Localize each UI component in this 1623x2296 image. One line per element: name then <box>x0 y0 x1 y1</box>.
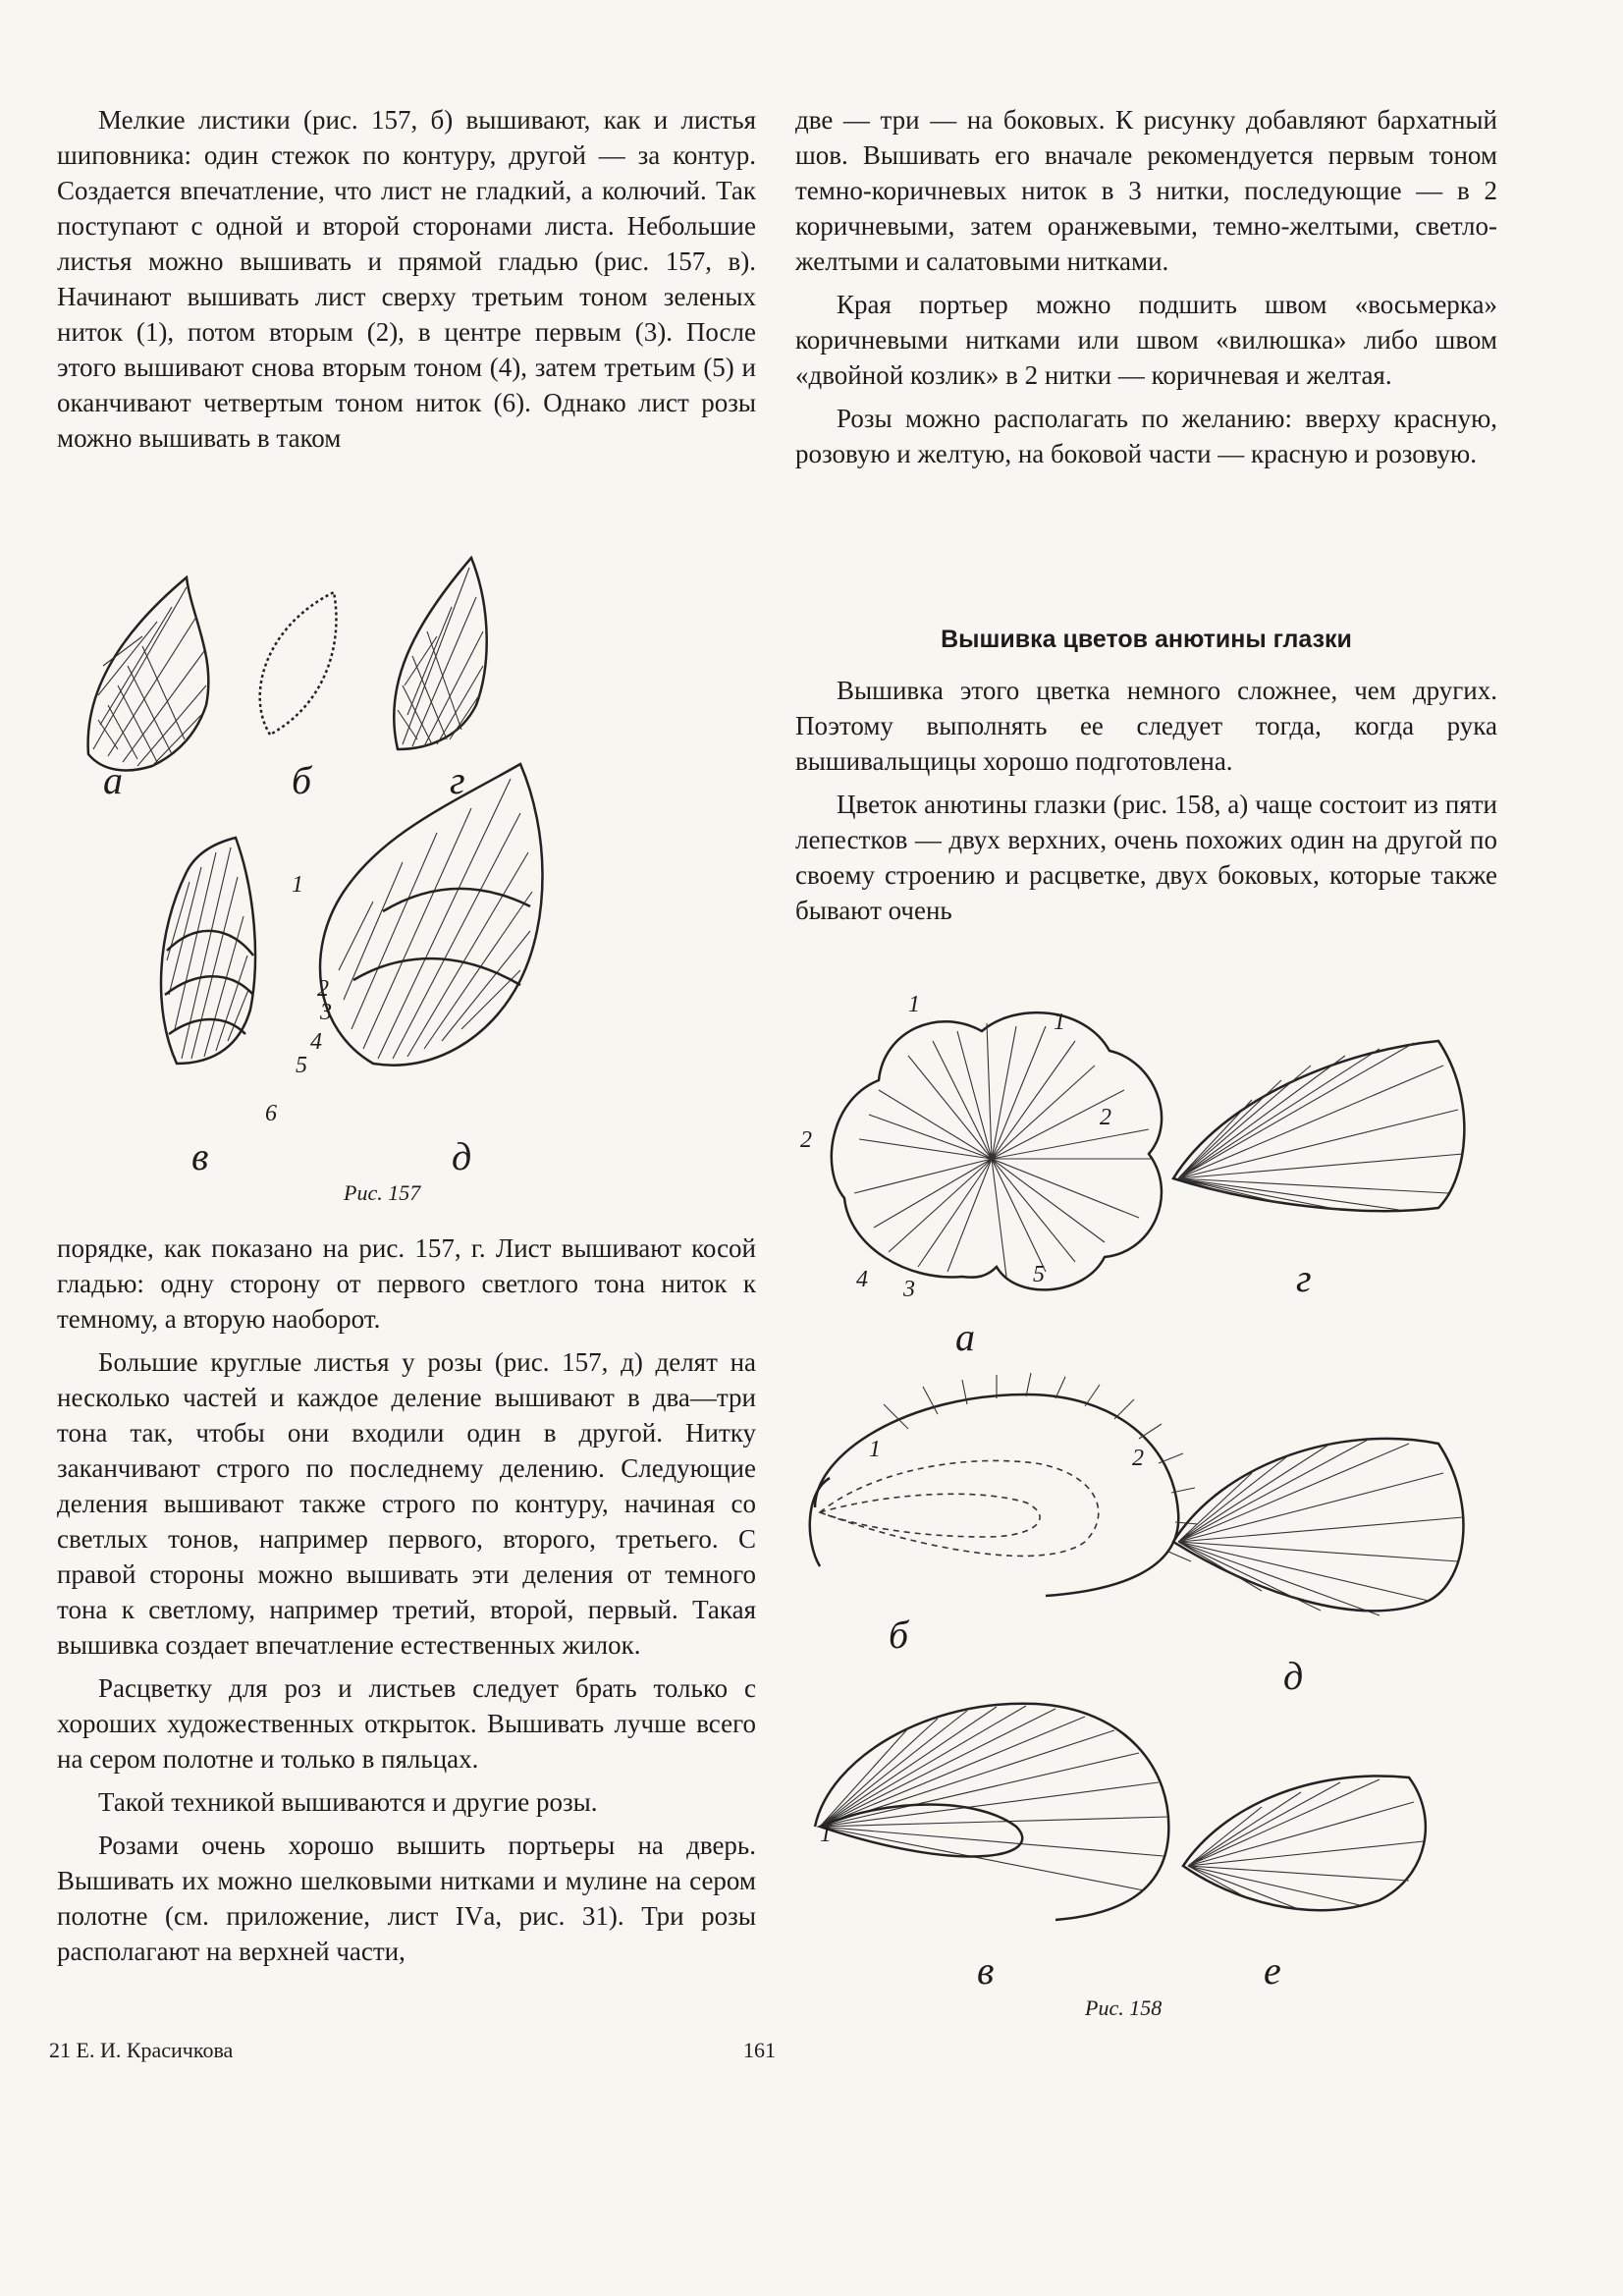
figure-number: 2 <box>800 1127 812 1153</box>
page-number: 161 <box>743 2038 776 2062</box>
figure-158 <box>790 982 1497 1994</box>
paragraph: Такой техникой вышиваются и другие розы. <box>98 1787 598 1817</box>
leaf-a-drawing <box>88 577 209 770</box>
petal-b-drawing <box>810 1373 1198 1596</box>
paragraph: Цветок анютины глазки (рис. 158, а) чаще состоит из пяти лепестков — двух верхних, очень похожих один на другой по своему строению и расцветке, двух боковых, которые также бывают очень <box>795 790 1497 925</box>
figure-number: 5 <box>1033 1262 1045 1287</box>
paragraph: Розами очень хорошо вышить портьеры на дверь. Вышивать их можно шелковыми нитками и мулине на сером полотне (см. приложение, лист IVа, рис. 31). Три розы располагают на верхней части, <box>57 1831 756 1966</box>
figure-label: б <box>889 1613 909 1657</box>
leaf-b-drawing <box>260 592 337 735</box>
paragraph: Мелкие листики (рис. 157, б) вышивают, как и листья шиповника: один стежок по контуру, другой — за контур. Создается впечатление, что лист не гладкий, а колючий. Так поступают с одной и второй сторонами листа. Небольшие листья можно вышивать и прямой гладью (рис. 157, в). Начинают вышивать лист сверху третьим тоном зеленых ниток (1), потом вторым (2), в центре первым (3). После этого вышивают снова вторым тоном (4), затем третьим (5) и оканчивают четвертым тоном ниток (6). Однако лист розы можно вышивать в таком <box>57 105 756 453</box>
paragraph: Розы можно располагать по желанию: вверху красную, розовую и желтую, на боковой части — красную и розовую. <box>795 404 1497 468</box>
figure-157-caption: Рис. 157 <box>344 1180 421 1205</box>
figure-label: г <box>1296 1256 1312 1300</box>
petal-g-drawing <box>1173 1041 1464 1211</box>
figure-label: в <box>977 1948 995 1993</box>
section-heading: Вышивка цветов анютины глазки <box>941 626 1352 653</box>
figure-number: 4 <box>856 1267 868 1292</box>
figure-158-drawing <box>790 982 1497 1994</box>
figure-number: 2 <box>317 976 329 1002</box>
figure-label: д <box>1283 1654 1304 1698</box>
figure-number: 4 <box>310 1029 322 1055</box>
figure-label: а <box>955 1315 975 1359</box>
figure-label: в <box>191 1134 209 1178</box>
paragraph: две — три — на боковых. К рисунку добавляют бархатный шов. Вышивать его вначале рекомендуется первым тоном темно-коричневых ниток в 3 нитки, последующие — в 2 коричневыми, затем оранжевыми, темно-желтыми, светло-желтыми и салатовыми нитками. <box>795 105 1497 276</box>
figure-number: 6 <box>265 1101 277 1126</box>
paragraph: Большие круглые листья у розы (рис. 157, д) делят на несколько частей и каждое деление вышивают в два—три тона так, чтобы они входили один в другой. Нитку заканчивают строго по последнему делению. Следующие деления вышивают также строго по контуру, начиная со светлых тонов, например первого, второго, третьего. С правой стороны можно вышивать эти деления от темного тона к светлому, например третий, второй, первый. Такая вышивка создает впечатление естественных жилок. <box>57 1347 756 1660</box>
figure-label: б <box>292 758 312 802</box>
figure-number: 2 <box>1132 1446 1144 1471</box>
petal-d-drawing <box>1173 1439 1463 1615</box>
figure-number: 1 <box>908 992 920 1017</box>
figure-number: 1 <box>869 1437 881 1462</box>
petal-v-drawing <box>815 1704 1168 1920</box>
figure-label: е <box>1264 1948 1281 1993</box>
figure-number: 3 <box>903 1277 915 1302</box>
figure-number: 1 <box>292 872 303 898</box>
paragraph: Расцветку для роз и листьев следует брать только с хороших художественных открыток. Вышивать лучше всего на сером полотне и только в пяльцах. <box>57 1673 756 1774</box>
figure-number: 2 <box>1100 1105 1111 1130</box>
leaf-d-drawing <box>320 764 543 1066</box>
left-column-bottom <box>57 1230 756 1969</box>
footer-signature: 21 Е. И. Красичкова <box>49 2038 234 2062</box>
figure-157 <box>59 538 766 1176</box>
figure-label: г <box>450 758 465 802</box>
leaf-v-drawing <box>161 838 255 1064</box>
petal-e-drawing <box>1183 1776 1426 1910</box>
figure-label: д <box>452 1134 472 1178</box>
right-column-top <box>795 102 1497 471</box>
figure-number: 1 <box>1054 1010 1065 1035</box>
paragraph: порядке, как показано на рис. 157, г. Лист вышивают косой гладью: одну сторону от первого светлого тона ниток к темному, а вторую наоборот. <box>57 1233 756 1334</box>
leaf-g-drawing <box>394 558 487 749</box>
right-column-mid <box>795 673 1497 928</box>
figure-158-caption: Рис. 158 <box>1085 1995 1163 2020</box>
left-column-top <box>57 102 756 456</box>
paragraph: Края портьер можно подшить швом «восьмерка» коричневыми нитками или швом «вилюшка» либо швом «двойной козлик» в 2 нитки — коричневая и желтая. <box>795 290 1497 390</box>
figure-label: а <box>103 758 123 802</box>
figure-number: 5 <box>296 1053 307 1078</box>
figure-number: 3 <box>320 1000 332 1025</box>
figure-157-drawing <box>59 538 766 1176</box>
paragraph: Вышивка этого цветка немного сложнее, чем других. Поэтому выполнять ее следует тогда, когда рука вышивальщицы хорошо подготовлена. <box>795 676 1497 776</box>
pansy-flower-drawing <box>832 1012 1162 1289</box>
figure-number: 1 <box>820 1822 832 1847</box>
